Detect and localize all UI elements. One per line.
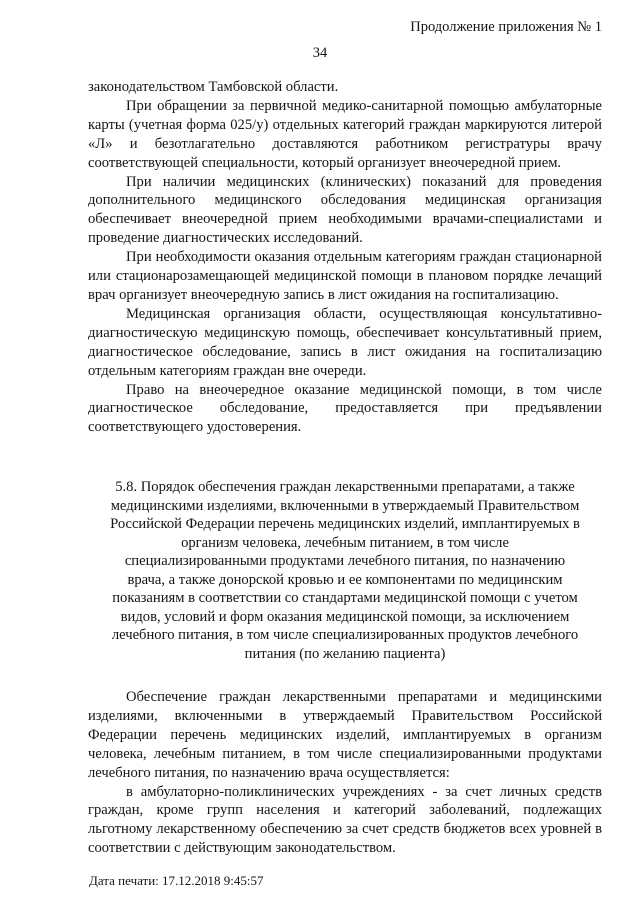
paragraph: При необходимости оказания отдельным категориям граждан стационарной или стационарозамещающей медицинской помощи в плановом порядке лечащий врач организует внеочередную запись в лист ожидания на госпитализацию. bbox=[88, 249, 602, 303]
appendix-continuation-label: Продолжение приложения № 1 bbox=[410, 19, 602, 35]
paragraph: При наличии медицинских (клинических) показаний для проведения дополнительного медицинского обследования медицинская организация обеспечивает внеочередной прием необходимыми врачами-специалистами и проведение диагностических исследований. bbox=[88, 173, 602, 247]
body-text-top bbox=[88, 78, 602, 437]
body-text-bottom bbox=[88, 688, 602, 858]
paragraph: Медицинская организация области, осуществляющая консультативно-диагностическую медицинскую помощь, обеспечивает консультативный прием, диагностическое обследование, запись в лист ожидания на госпитализацию отдельным категориям граждан вне очереди. bbox=[88, 305, 602, 379]
paragraph: в амбулаторно-поликлинических учреждениях - за счет личных средств граждан, кроме групп населения и категорий заболеваний, подлежащих льготному лекарственному обеспечению за счет средств бюджетов всех уровней в соответствии с действующим законодательством. bbox=[88, 783, 602, 857]
page-number: 34 bbox=[312, 45, 328, 61]
paragraph: При обращении за первичной медико-санитарной помощью амбулаторные карты (учетная форма 025/у) отдельных категорий граждан маркируются литерой «Л» и безотлагательно доставляются работником регистратуры врачу соответствующей специальности, который организует внеочередной прием. bbox=[88, 97, 602, 171]
print-date: Дата печати: 17.12.2018 9:45:57 bbox=[89, 873, 264, 888]
section-heading: 5.8. Порядок обеспечения граждан лекарственными препаратами, а также медицинскими изделиями, включенными в утверждаемый Правительством Российской Федерации перечень медицинских изделий, имплантируемых в организм человека, лечебным питанием, в том числе специализированными продуктами лечебного питания, по назначению врача, а также донорской кровью и ее компонентами по медицинским показаниям в соответствии со стандартами медицинской помощи с учетом видов, условий и форм оказания медицинской помощи, за исключением лечебного питания, в том числе специализированных продуктов лечебного питания (по желанию пациента) bbox=[110, 479, 580, 662]
paragraph: законодательством Тамбовской области. bbox=[88, 79, 339, 95]
paragraph: Обеспечение граждан лекарственными препаратами и медицинскими изделиями, включенными в утверждаемый Правительством Российской Федерации перечень медицинских изделий, имплантируемых в организм человека, лечебным питанием, в том числе специализированными продуктами лечебного питания, по назначению врача осуществляется: bbox=[88, 689, 602, 781]
paragraph: Право на внеочередное оказание медицинской помощи, в том числе диагностическое обследование, предоставляется при предъявлении соответствующего удостоверения. bbox=[88, 381, 602, 436]
